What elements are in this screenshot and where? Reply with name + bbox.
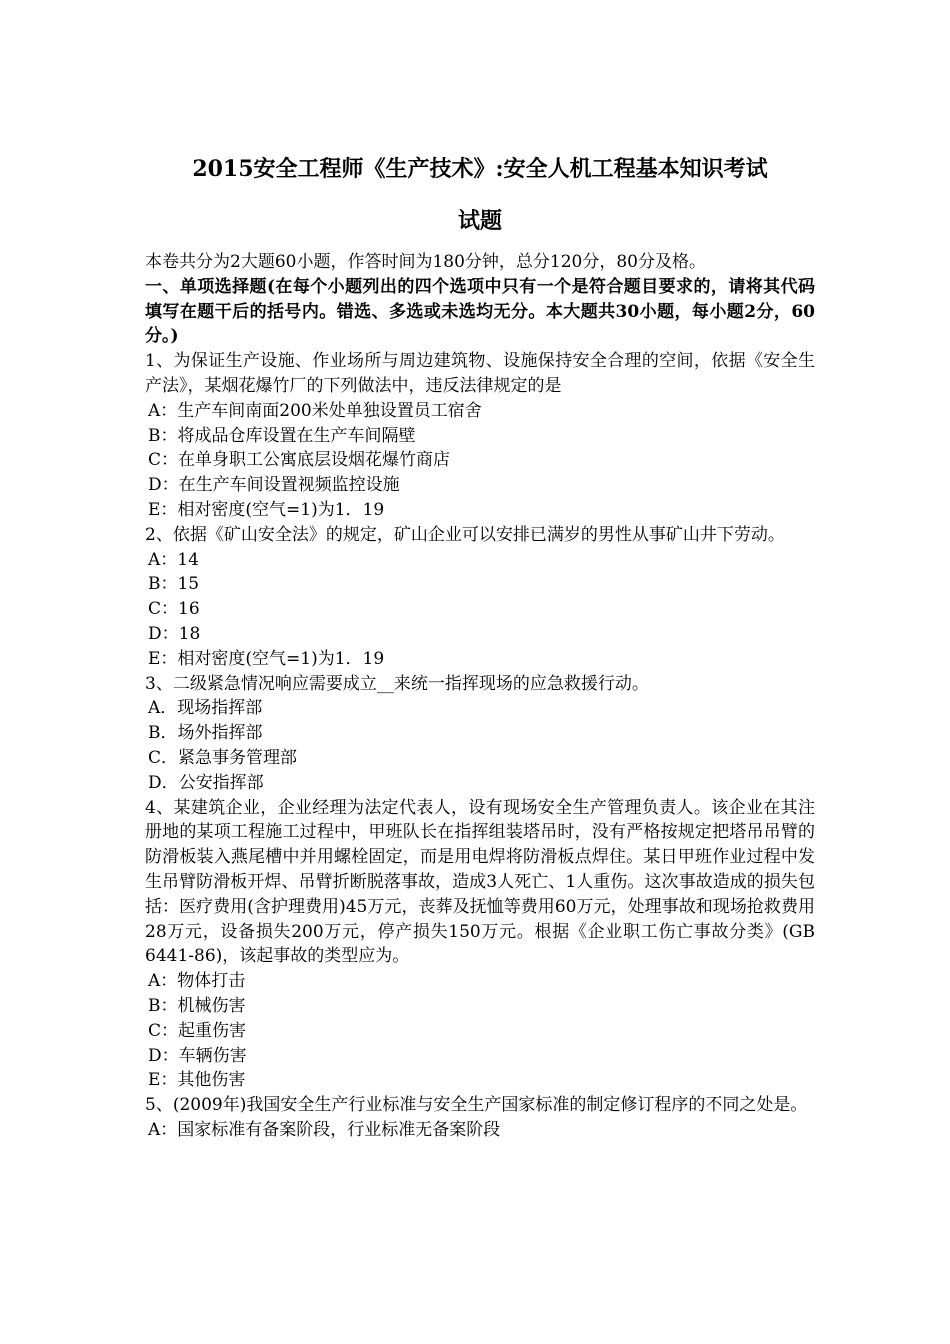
option-d: D：在生产车间设置视频监控设施 <box>148 475 400 496</box>
option-b: B．场外指挥部 <box>148 723 263 744</box>
question-stem: 5、(2009年)我国安全生产行业标准与安全生产国家标准的制定修订程序的不同之处是。 <box>145 1095 808 1116</box>
option-a: A：14 <box>148 549 199 570</box>
option-a: A：生产车间南面200米处单独设置员工宿舍 <box>148 400 482 421</box>
document-page <box>145 150 815 1143</box>
option-a: A．现场指挥部 <box>148 698 263 719</box>
option-a: A：国家标准有备案阶段，行业标准无备案阶段 <box>148 1119 501 1140</box>
option-b: B：将成品仓库设置在生产车间隔壁 <box>148 425 416 446</box>
question-3 <box>145 672 815 796</box>
question-stem: 1、为保证生产设施、作业场所与周边建筑物、设施保持安全合理的空间，依据《安全生产法》，某烟花爆竹厂的下列做法中，违反法律规定的是 <box>145 351 815 396</box>
question-1 <box>145 349 815 523</box>
option-d: D．公安指挥部 <box>148 772 264 793</box>
document-title-line2: 试题 <box>457 208 502 234</box>
question-4 <box>145 796 815 1094</box>
question-5 <box>145 1093 815 1143</box>
question-stem: 2、依据《矿山安全法》的规定，矿山企业可以安排已满岁的男性从事矿山井下劳动。 <box>145 524 785 545</box>
document-body <box>145 250 815 1143</box>
option-e: E：相对密度(空气=1)为1．19 <box>148 648 385 669</box>
option-d: D：18 <box>148 623 201 644</box>
option-d: D：车辆伤害 <box>148 1045 247 1066</box>
exam-intro: 本卷共分为2大题60小题，作答时间为180分钟，总分120分，80分及格。 <box>145 252 706 272</box>
question-stem: 4、某建筑企业，企业经理为法定代表人，设有现场安全生产管理负责人。该企业在其注册地的某项工程施工过程中，甲班队长在指挥组装塔吊时，没有严格按规定把塔吊吊臂的防滑板装入燕尾槽中并用螺栓固定，而是用电焊将防滑板点焊住。某日甲班作业过程中发生吊臂防滑板开焊、吊臂折断脱落事故，造成3人死亡、1人重伤。这次事故造成的损失包括：医疗费用(含护理费用)45万元，丧葬及抚恤等费用60万元，处理事故和现场抢救费用28万元，设备损失200万元，停产损失150万元。根据《企业职工伤亡事故分类》(GB 6441-86)，该起事故的类型应为。 <box>145 797 815 967</box>
option-e: E：相对密度(空气=1)为1．19 <box>148 499 385 520</box>
option-a: A：物体打击 <box>148 971 246 992</box>
section-heading: 一、单项选择题(在每个小题列出的四个选项中只有一个是符合题目要求的，请将其代码填写在题干后的括号内。错选、多选或未选均无分。本大题共30小题，每小题2分，60分。) <box>145 276 815 347</box>
question-stem: 3、二级紧急情况响应需要成立__来统一指挥现场的应急救援行动。 <box>145 673 649 694</box>
option-c: C：16 <box>148 599 200 620</box>
option-c: C：起重伤害 <box>148 1020 247 1041</box>
question-2 <box>145 523 815 672</box>
option-c: C．紧急事务管理部 <box>148 747 298 768</box>
option-b: B：15 <box>148 574 200 595</box>
option-c: C：在单身职工公寓底层设烟花爆竹商店 <box>148 450 451 471</box>
option-b: B：机械伤害 <box>148 995 246 1016</box>
document-title-line1: 2015安全工程师《生产技术》:安全人机工程基本知识考试 <box>192 156 768 182</box>
option-e: E：其他伤害 <box>148 1070 246 1091</box>
